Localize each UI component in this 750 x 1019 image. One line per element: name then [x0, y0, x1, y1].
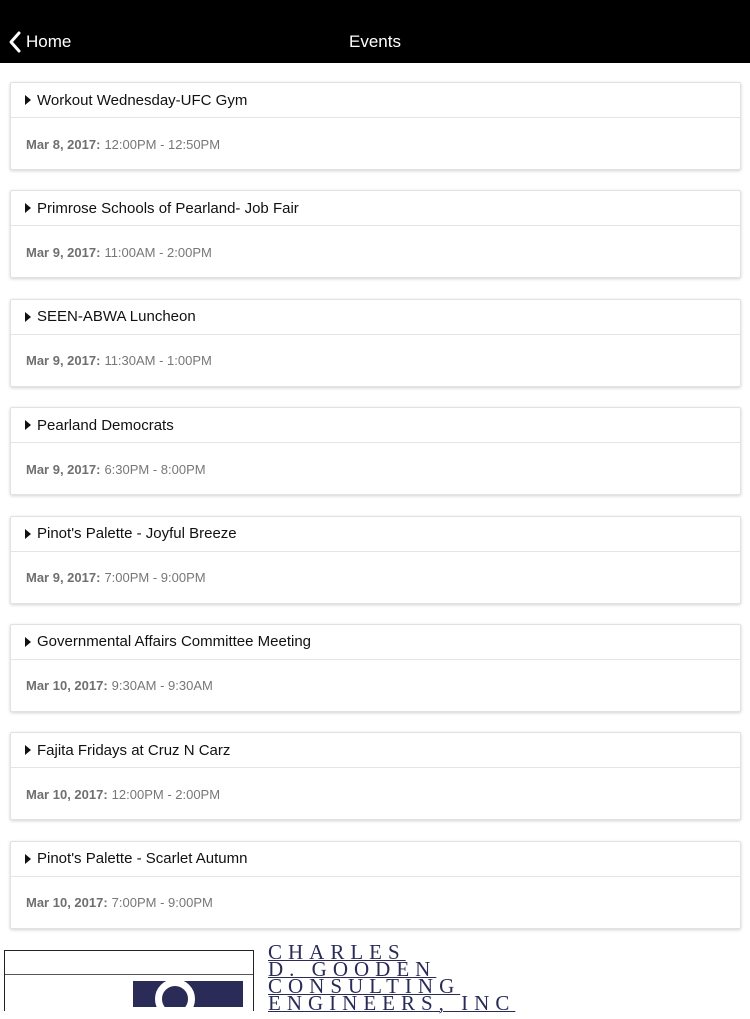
page-title: Events: [349, 32, 401, 51]
event-date: Mar 9, 2017:: [26, 353, 101, 369]
event-time-range: 11:00AM - 2:00PM: [104, 244, 212, 260]
back-button[interactable]: [8, 0, 71, 63]
disclosure-triangle-icon: [25, 420, 31, 430]
navigation-bar: [0, 0, 750, 63]
disclosure-triangle-icon: [25, 854, 31, 864]
event-date: Mar 8, 2017:: [26, 136, 101, 152]
sponsor-logo: [4, 950, 254, 1011]
disclosure-triangle-icon: [25, 95, 31, 105]
event-header[interactable]: [11, 733, 740, 768]
disclosure-triangle-icon: [25, 529, 31, 539]
sponsor-line: D. GOODEN: [268, 957, 437, 981]
event-time-range: 7:00PM - 9:00PM: [111, 895, 213, 911]
event-header[interactable]: [11, 191, 740, 226]
event-header[interactable]: [11, 300, 740, 335]
event-date: Mar 9, 2017:: [26, 570, 101, 586]
chevron-left-icon: [8, 31, 22, 53]
event-date: Mar 9, 2017:: [26, 244, 101, 260]
event-time-range: 9:30AM - 9:30AM: [111, 678, 213, 694]
sponsor-line: CHARLES: [268, 940, 406, 964]
disclosure-triangle-icon: [25, 637, 31, 647]
sponsor-name: [268, 940, 516, 1015]
events-list: [10, 82, 741, 949]
event-title: Fajita Fridays at Cruz N Carz: [37, 741, 231, 759]
event-card[interactable]: [10, 82, 741, 170]
event-datetime: [11, 226, 740, 278]
event-card[interactable]: [10, 624, 741, 712]
event-datetime: [11, 768, 740, 820]
event-card[interactable]: [10, 516, 741, 604]
disclosure-triangle-icon: [25, 312, 31, 322]
event-datetime: [11, 118, 740, 170]
event-header[interactable]: [11, 517, 740, 552]
event-datetime: [11, 443, 740, 495]
g-logo-icon: [155, 979, 195, 1019]
event-header[interactable]: [11, 842, 740, 877]
event-title: Pinot's Palette - Scarlet Autumn: [37, 850, 248, 868]
event-time-range: 11:30AM - 1:00PM: [104, 353, 212, 369]
event-date: Mar 9, 2017:: [26, 461, 101, 477]
event-date: Mar 10, 2017:: [26, 895, 108, 911]
event-card[interactable]: [10, 407, 741, 495]
event-datetime: [11, 660, 740, 712]
event-card[interactable]: [10, 190, 741, 278]
event-date: Mar 10, 2017:: [26, 786, 108, 802]
disclosure-triangle-icon: [25, 203, 31, 213]
event-title: Pearland Democrats: [37, 416, 174, 434]
sponsor-banner[interactable]: [0, 940, 750, 1015]
sponsor-line: CONSULTING: [268, 974, 461, 998]
event-datetime: [11, 552, 740, 604]
disclosure-triangle-icon: [25, 745, 31, 755]
event-datetime: [11, 335, 740, 387]
event-header[interactable]: [11, 83, 740, 118]
event-datetime: [11, 877, 740, 929]
event-title: Pinot's Palette - Joyful Breeze: [37, 525, 237, 543]
event-card[interactable]: [10, 841, 741, 929]
event-title: SEEN-ABWA Luncheon: [37, 308, 196, 326]
event-title: Primrose Schools of Pearland- Job Fair: [37, 199, 299, 217]
sponsor-line: ENGINEERS, INC: [268, 991, 516, 1015]
event-time-range: 12:00PM - 2:00PM: [111, 786, 221, 802]
event-time-range: 12:00PM - 12:50PM: [104, 136, 221, 152]
event-title: Governmental Affairs Committee Meeting: [37, 633, 312, 651]
event-header[interactable]: [11, 408, 740, 443]
event-card[interactable]: [10, 299, 741, 387]
event-time-range: 6:30PM - 8:00PM: [104, 461, 206, 477]
event-card[interactable]: [10, 732, 741, 820]
event-date: Mar 10, 2017:: [26, 678, 108, 694]
event-title: Workout Wednesday-UFC Gym: [37, 91, 248, 109]
event-time-range: 7:00PM - 9:00PM: [104, 570, 206, 586]
event-header[interactable]: [11, 625, 740, 660]
back-button-label: Home: [26, 31, 72, 51]
